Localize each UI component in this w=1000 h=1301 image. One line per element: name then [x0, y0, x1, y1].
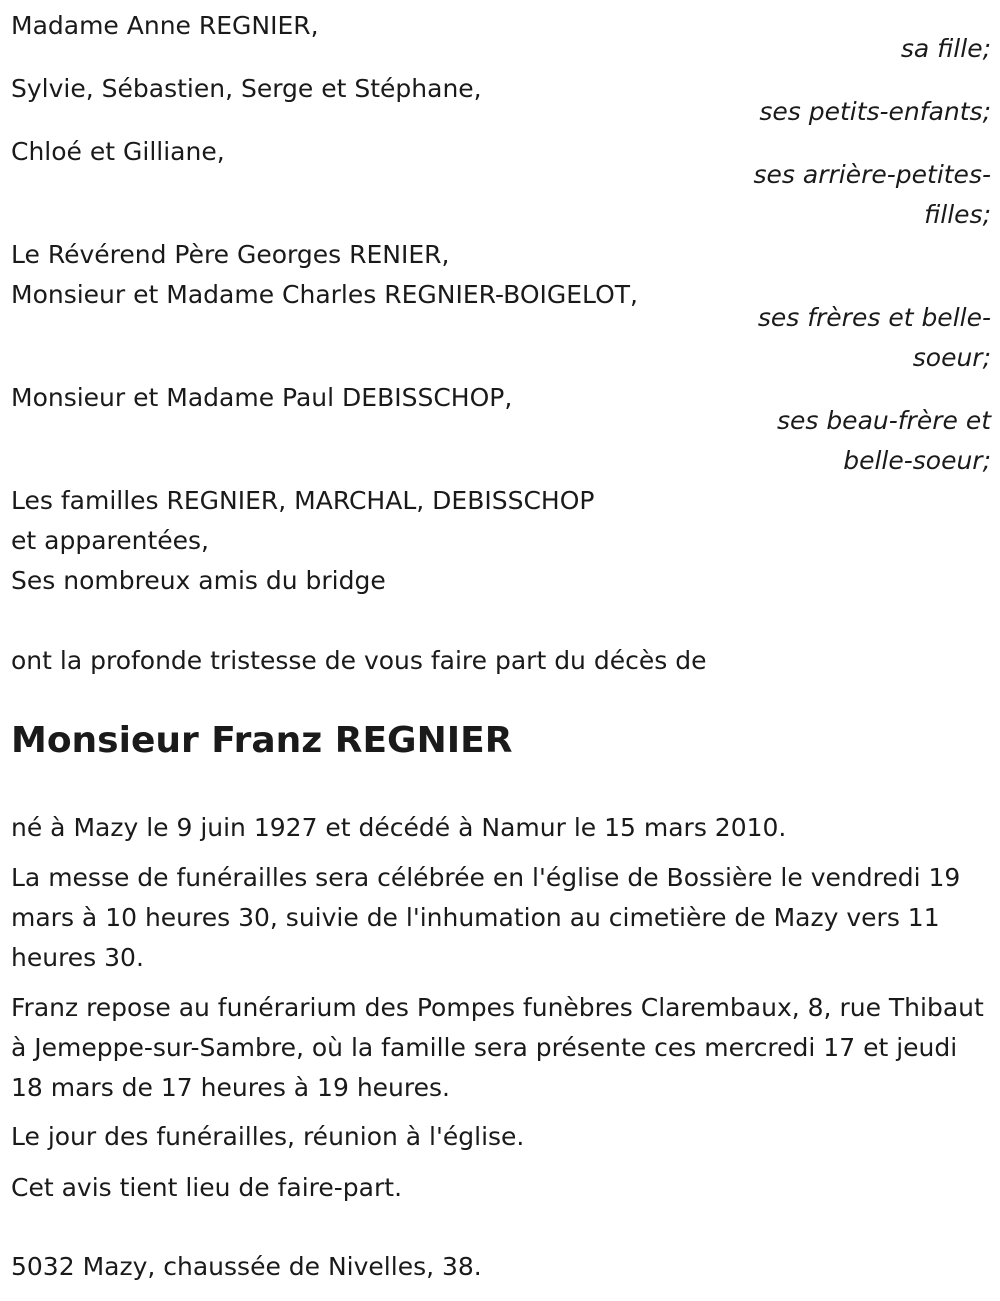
- family-great-grandchildren-role-line1: ses arrière-petites-: [753, 160, 991, 189]
- family-daughter-role: sa fille;: [900, 34, 991, 63]
- announcement-text: ont la profonde tristesse de vous faire part du décès de: [11, 646, 707, 675]
- family-inlaws-role-line1: ses beau-frère et: [776, 406, 991, 435]
- family-grandchildren-role: ses petits-enfants;: [759, 97, 991, 126]
- funeral-mass-text: La messe de funérailles sera célébrée en l'église de Bossière le vendredi 19 mars à 10 heures 30, suivie de l'inhumation au cimetière de Mazy vers 11 heures 30.: [11, 863, 961, 972]
- funerarium-text: Franz repose au funérarium des Pompes funèbres Clarembaux, 8, rue Thibaut à Jemeppe-sur-Sambre, où la famille sera présente ces mercredi 17 et jeudi 18 mars de 17 heures à 19 heures.: [11, 993, 984, 1102]
- reunion-text: Le jour des funérailles, réunion à l'église.: [11, 1122, 525, 1151]
- family-great-grandchildren-names: Chloé et Gilliane,: [11, 137, 225, 166]
- notice-text: Cet avis tient lieu de faire-part.: [11, 1173, 403, 1202]
- other-families: Les familles REGNIER, MARCHAL, DEBISSCHOP: [11, 486, 595, 515]
- family-grandchildren-names: Sylvie, Sébastien, Serge et Stéphane,: [11, 74, 482, 103]
- address-text: 5032 Mazy, chaussée de Nivelles, 38.: [11, 1252, 482, 1281]
- family-daughter-name: Madame Anne REGNIER,: [11, 11, 319, 40]
- family-brother-1: Le Révérend Père Georges RENIER,: [11, 240, 450, 269]
- obituary-notice: [11, 0, 991, 1301]
- family-great-grandchildren-role-line2: filles;: [924, 200, 991, 229]
- family-siblings-role-line1: ses frères et belle-: [757, 303, 991, 332]
- family-siblings-role-line2: soeur;: [912, 343, 991, 372]
- family-inlaws-role-line2: belle-soeur;: [843, 446, 991, 475]
- deceased-name: Monsieur Franz REGNIER: [11, 720, 513, 761]
- other-related: et apparentées,: [11, 526, 209, 555]
- other-friends: Ses nombreux amis du bridge: [11, 566, 386, 595]
- birth-death-text: né à Mazy le 9 juin 1927 et décédé à Namur le 15 mars 2010.: [11, 813, 787, 842]
- family-inlaws-names: Monsieur et Madame Paul DEBISSCHOP,: [11, 383, 513, 412]
- family-brother-2: Monsieur et Madame Charles REGNIER-BOIGELOT,: [11, 280, 638, 309]
